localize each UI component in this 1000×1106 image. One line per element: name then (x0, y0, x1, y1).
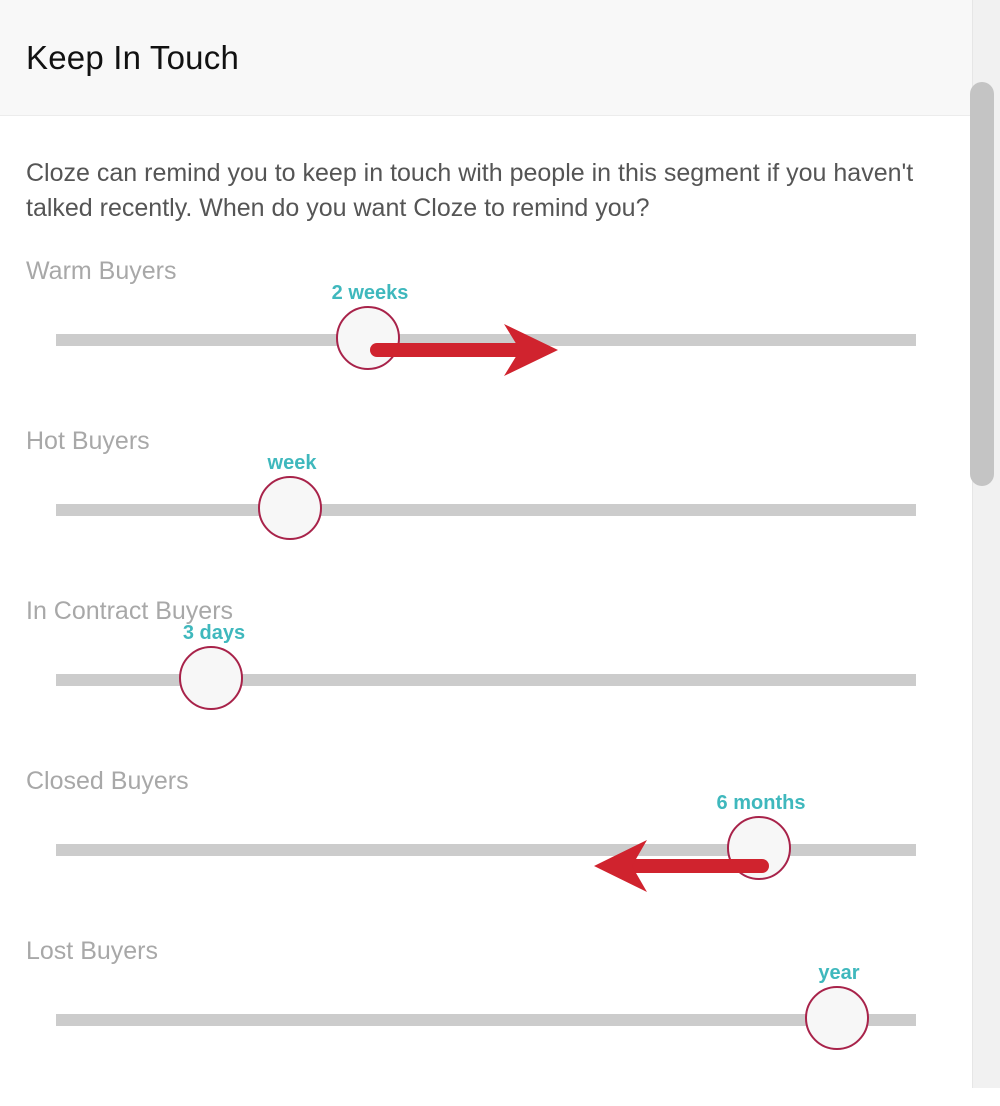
panel-header (0, 0, 972, 116)
slider-track[interactable] (56, 504, 916, 516)
segment-label: In Contract Buyers (26, 597, 234, 625)
slider-thumb[interactable] (179, 646, 243, 710)
slider-value-label: 2 weeks (331, 282, 409, 304)
scrollbar-thumb[interactable] (970, 82, 994, 486)
slider-track[interactable] (56, 334, 916, 346)
slider-thumb[interactable] (805, 986, 869, 1050)
slider-thumb[interactable] (727, 816, 791, 880)
slider-value-label: 6 months (716, 792, 806, 814)
slider-value-label: week (267, 452, 317, 474)
slider-value-label: year (818, 962, 860, 984)
intro-text: Cloze can remind you to keep in touch with people in this segment if you haven't talked recently. When do you want Cloze to remind you? (26, 159, 914, 222)
segment-label: Hot Buyers (26, 427, 150, 455)
segment-label: Lost Buyers (26, 937, 159, 965)
segment-closed-buyers (0, 766, 972, 936)
segment-label: Warm Buyers (26, 257, 177, 285)
segment-in-contract-buyers (0, 596, 972, 766)
slider-track[interactable] (56, 1014, 916, 1026)
segment-lost-buyers (0, 936, 972, 1106)
segment-warm-buyers (0, 256, 972, 426)
page-title: Keep In Touch (26, 39, 239, 76)
slider-thumb[interactable] (258, 476, 322, 540)
segment-hot-buyers (0, 426, 972, 596)
slider-thumb[interactable] (336, 306, 400, 370)
slider-value-label: 3 days (182, 622, 246, 644)
segment-label: Closed Buyers (26, 767, 189, 795)
